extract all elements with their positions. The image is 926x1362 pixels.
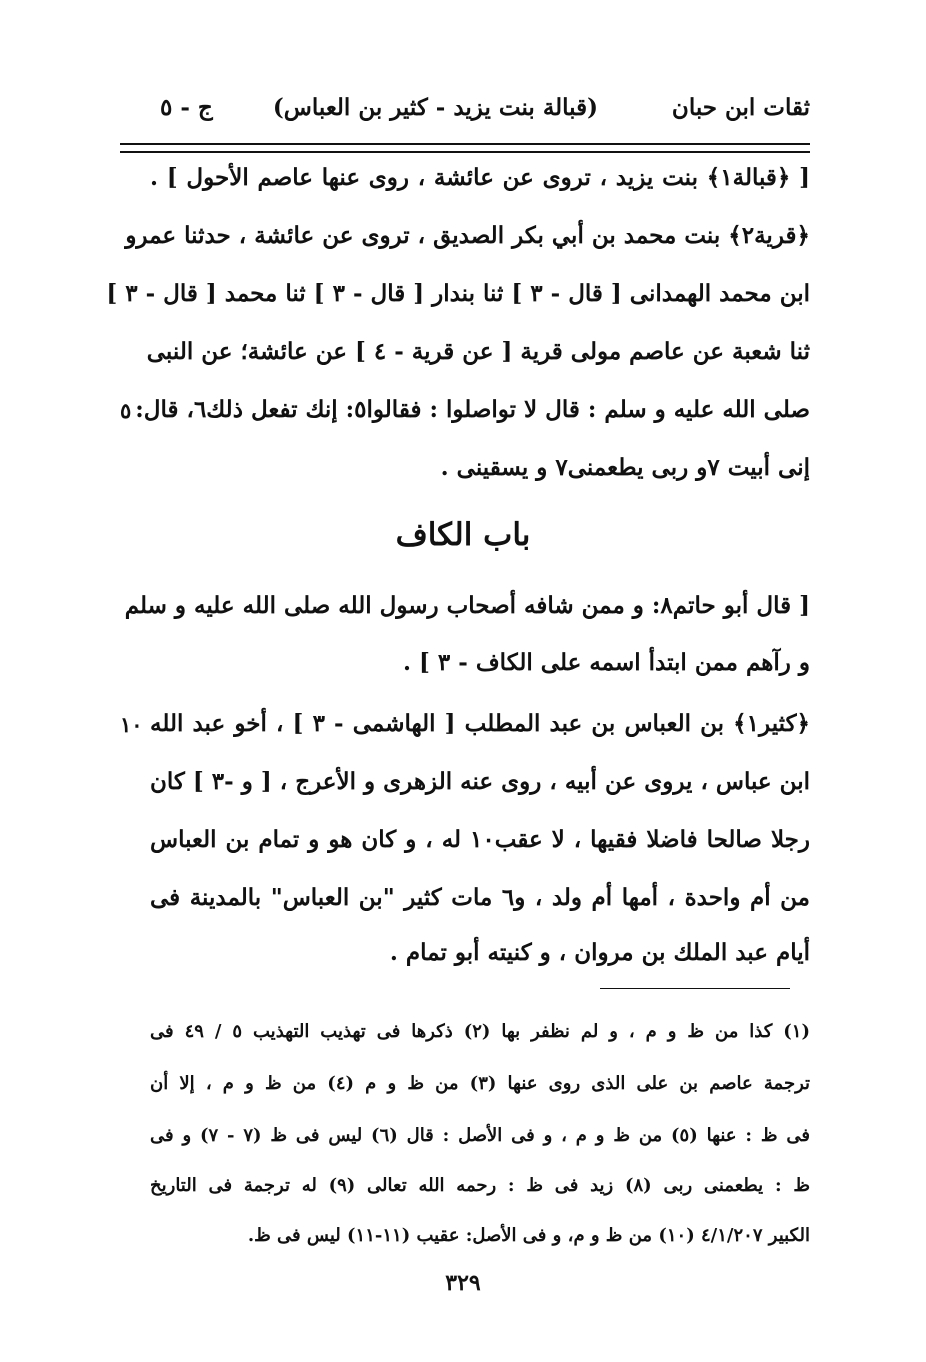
footnote-line: (١) كذا من ظ و م ، و لم نظفر بها (٢) ذكرها فى تهذيب التهذيب ٥ / ٤٩ فى: [150, 1021, 810, 1042]
line-number: ٥: [120, 398, 132, 423]
text-line: أيام عبد الملك بن مروان ، و كنيته أبو تمام .: [389, 939, 810, 966]
footnote-rule: [600, 988, 790, 989]
text-line: رجلا صالحا فاضلا فقيها ، لا عقب١٠ له ، و كان هو و تمام بن العباس: [150, 826, 810, 853]
text-line: ابن عباس ، يروى عن أبيه ، روى عنه الزهرى و الأعرج ، [ و -٣ ] كان: [150, 768, 810, 795]
text-line: ﴿قرية٢﴾ بنت محمد بن أبي بكر الصديق ، تروى عن عائشة ، حدثنا عمرو: [125, 222, 810, 249]
running-header: [120, 88, 810, 132]
text-line: [ قال أبو حاتم٨: و ممن شافه أصحاب رسول الله صلى الله عليه و سلم: [124, 592, 810, 619]
text-line: و رآهم ممن ابتدأ اسمه على الكاف - ٣ ] .: [403, 649, 810, 676]
footnote-line: فى ظ : عنها (٥) من ظ و م ، و فى الأصل : قال (٦) ليس فى ظ (٧ - ٧) و فى: [150, 1125, 810, 1146]
text-line: [ ﴿قبالة١﴾ بنت يزيد ، تروى عن عائشة ، روى عنها عاصم الأحول ] .: [150, 164, 810, 191]
text-line: ثنا شعبة عن عاصم مولى قرية [ عن قرية - ٤ ] عن عائشة؛ عن النبى: [146, 338, 810, 365]
section-heading: باب الكاف: [395, 517, 531, 553]
text-line: ﴿كثير١﴾ بن العباس بن عبد المطلب [ الهاشمى - ٣ ] ، أخو عبد الله: [150, 710, 810, 737]
page-number: ٣٢٩: [445, 1270, 481, 1296]
footnote-line: ظ : يطعمنى ربى (٨) زيد فى ظ : رحمه الله تعالى (٩) له ترجمة فى التاريخ: [150, 1175, 810, 1196]
footnote-line: الكبير ٤/١/٢٠٧ (١٠) من ظ و م، و فى الأصل: عقيب (١١-١١) ليس فى ظ.: [247, 1225, 810, 1246]
text-line: من أم واحدة ، أمها أم ولد ، و٦ مات كثير "بن العباس" بالمدينة فى: [150, 884, 810, 911]
header-topic: (قبالة بنت يزيد - كثير بن العباس): [272, 94, 598, 121]
header-rule: [120, 143, 810, 153]
line-number: ١٠: [120, 712, 143, 737]
text-line: صلى الله عليه و سلم : قال لا تواصلوا : فقالوا٥: إنك تفعل ذلك٦، قال:: [135, 396, 810, 423]
footnote-line: ترجمة عاصم بن على الذى روى عنها (٣) من ظ و م (٤) من ظ و م ، إلا أن: [150, 1073, 811, 1094]
text-line: ابن محمد الهمدانى [ قال - ٣ ] ثنا بندار [ قال - ٣ ] ثنا محمد [ قال - ٣ ]: [106, 280, 810, 307]
text-line: إنى أبيت ٧و ربى يطعمنى٧ و يسقينى .: [440, 454, 810, 481]
header-volume: ج - ٥: [160, 94, 213, 121]
header-book-title: ثقات ابن حبان: [671, 94, 810, 121]
